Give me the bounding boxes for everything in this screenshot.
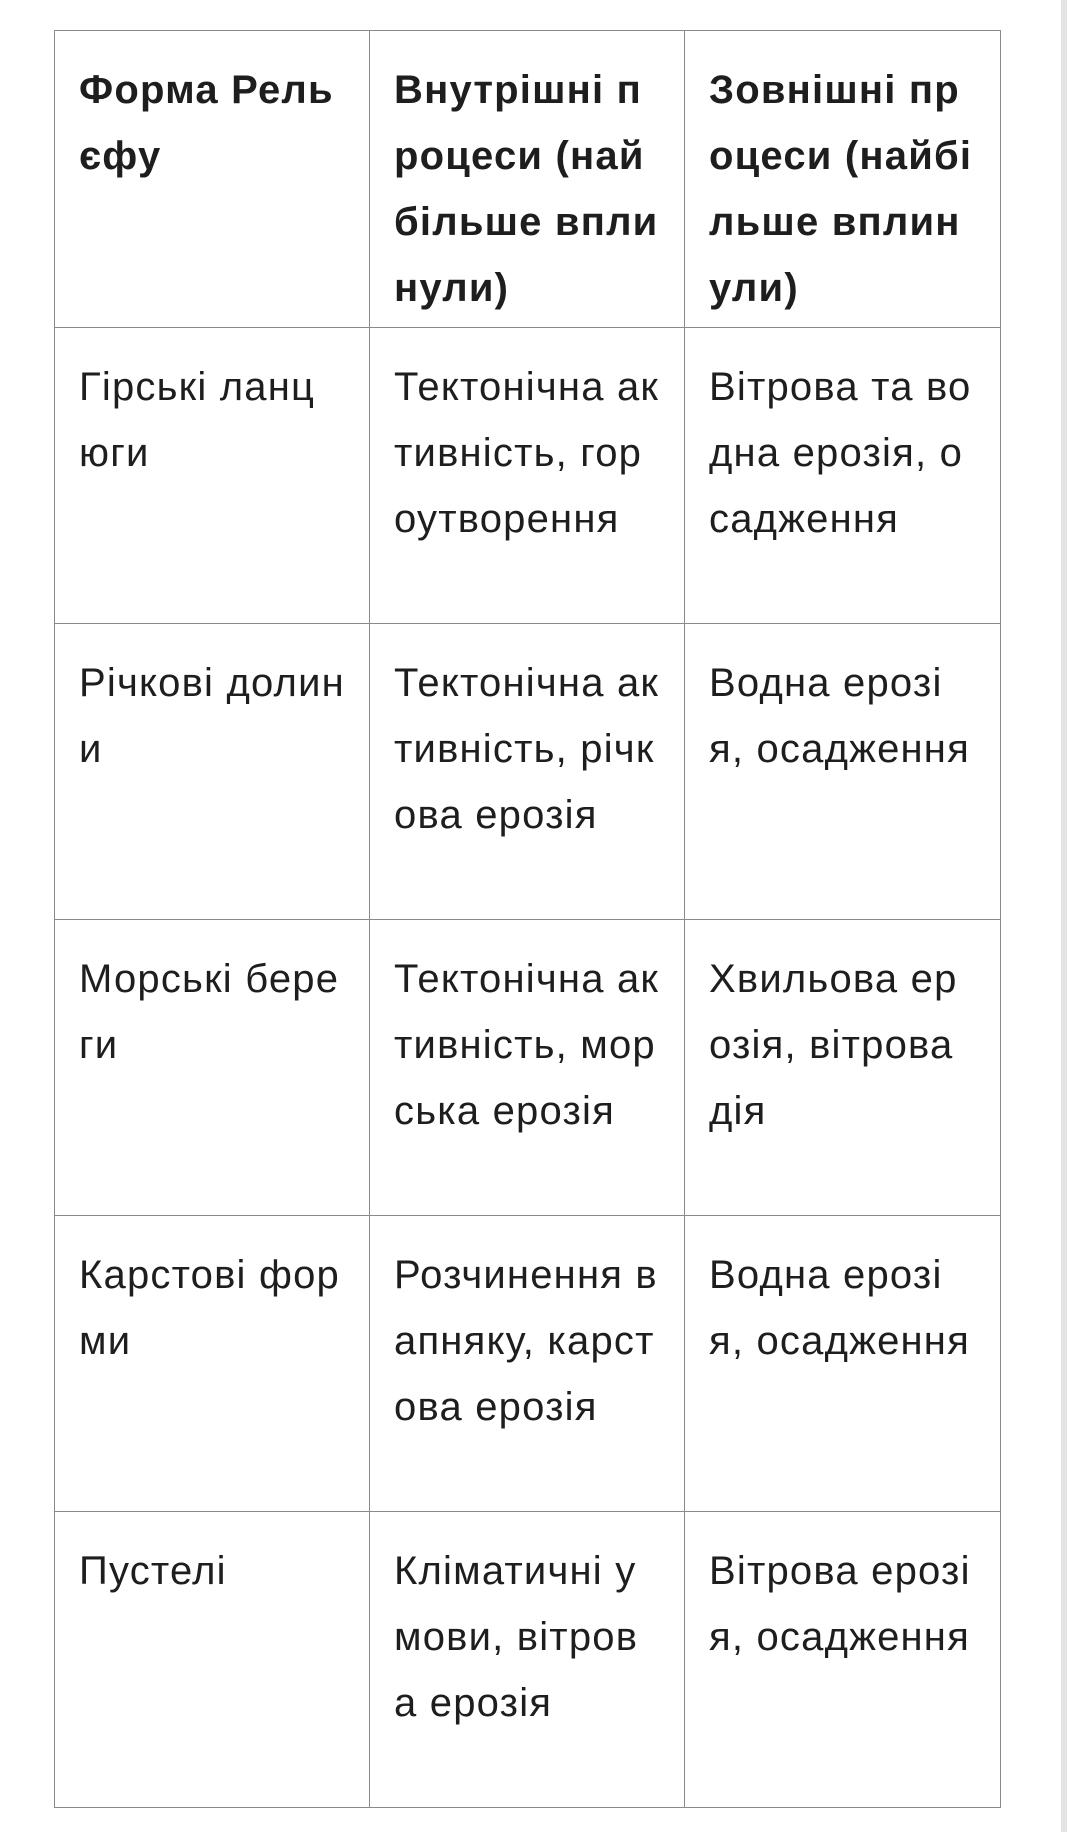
internal-processes-cell: Тектонічна активність, морська ерозія [370, 920, 685, 1216]
table-body [55, 328, 1001, 1808]
page-edge-shadow [1061, 0, 1067, 1832]
external-processes-cell: Хвильова ерозія, вітрова дія [685, 920, 1001, 1216]
table-row [55, 1512, 1001, 1808]
header-row [55, 31, 1001, 328]
external-processes-cell: Водна ерозія, осадження [685, 1216, 1001, 1512]
landform-cell: Річкові долини [55, 624, 370, 920]
header-cell-external-processes: Зовнішні процеси (найбільше вплинули) [685, 31, 1001, 328]
table-row [55, 920, 1001, 1216]
external-processes-cell: Водна ерозія, осадження [685, 624, 1001, 920]
landform-processes-table [54, 30, 1001, 1808]
internal-processes-cell: Розчинення вапняку, карстова ерозія [370, 1216, 685, 1512]
landform-cell: Карстові форми [55, 1216, 370, 1512]
header-cell-landform: Форма Рельєфу [55, 31, 370, 328]
external-processes-cell: Вітрова та водна ерозія, осадження [685, 328, 1001, 624]
landform-cell: Гірські ланцюги [55, 328, 370, 624]
internal-processes-cell: Тектонічна активність, гороутворення [370, 328, 685, 624]
table-row [55, 1216, 1001, 1512]
table-row [55, 624, 1001, 920]
internal-processes-cell: Кліматичні умови, вітрова ерозія [370, 1512, 685, 1808]
landform-cell: Пустелі [55, 1512, 370, 1808]
internal-processes-cell: Тектонічна активність, річкова ерозія [370, 624, 685, 920]
landform-cell: Морські береги [55, 920, 370, 1216]
table-header [55, 31, 1001, 328]
table-row [55, 328, 1001, 624]
landform-processes-table-container [54, 30, 1000, 1808]
header-cell-internal-processes: Внутрішні процеси (найбільше вплинули) [370, 31, 685, 328]
external-processes-cell: Вітрова ерозія, осадження [685, 1512, 1001, 1808]
